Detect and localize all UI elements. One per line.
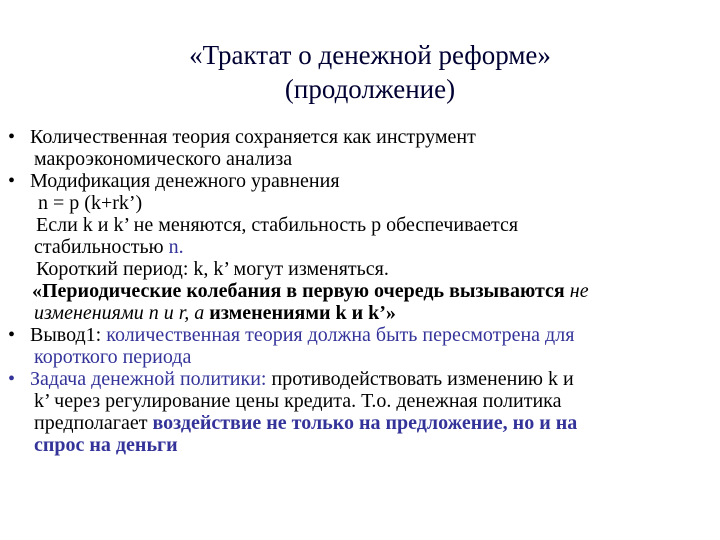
bullet-1-text: Количественная теория сохраняется как инструмент (30, 126, 476, 148)
bullet-4-line-4 (8, 435, 708, 457)
policy-emphasis: воздействие не только на предложение, но и на (152, 412, 578, 434)
quote-line-2 (8, 303, 708, 325)
bullet-1-text-cont: макроэкономического анализа (34, 148, 293, 170)
quote-text: «Периодические колебания в первую очередь вызываются (32, 280, 565, 302)
slide-title (60, 38, 680, 106)
policy-emphasis-cont: спрос на деньги (34, 434, 178, 456)
conclusion-text: количественная теория должна быть пересмотрена для (106, 324, 575, 346)
policy-implies: предполагает (34, 412, 153, 434)
stability-line-1 (8, 215, 708, 237)
stability-text-cont: стабильностью (34, 236, 169, 258)
bullet-4-line-2 (8, 391, 708, 413)
equation-line (8, 193, 708, 215)
short-period-text: Короткий период: k, k’ могут изменяться. (36, 258, 389, 280)
policy-text-cont: k’ через регулирование цены кредита. Т.о. денежная политика (34, 390, 562, 412)
bullet-2-text: Модификация денежного уравнения (30, 170, 340, 192)
policy-label: Задача денежной политики: (30, 368, 267, 390)
title-line-2: (продолжение) (284, 74, 456, 104)
quote-italic: изменениями n и r, а (34, 302, 205, 324)
stability-text: Если k и k’ не меняются, стабильность p обеспечивается (36, 214, 519, 236)
stability-line-2 (8, 237, 708, 259)
equation: n = p (k+rk’) (38, 192, 143, 214)
bullet-dot: • (8, 170, 16, 192)
bullet-dot: • (8, 324, 16, 346)
bullet-4-line-1 (8, 369, 708, 391)
short-period-line (8, 259, 708, 281)
bullet-dot: • (8, 368, 16, 390)
policy-text: противодействовать изменению k и (266, 368, 574, 390)
slide-body (8, 127, 708, 457)
bullet-2-line-1 (8, 171, 708, 193)
conclusion-text-cont: короткого периода (34, 346, 192, 368)
bullet-3-line-1 (8, 325, 708, 347)
title-line-1: «Трактат о денежной реформе» (189, 40, 551, 70)
bullet-dot: • (8, 126, 16, 148)
quote-line-1 (8, 281, 708, 303)
bullet-1-line-2 (8, 149, 708, 171)
bullet-4-line-3 (8, 413, 708, 435)
stability-n: n. (168, 236, 184, 258)
quote-bold-end: изменениями k и k’» (204, 302, 396, 324)
conclusion-label: Вывод1: (30, 324, 107, 346)
quote-ne: не (564, 280, 589, 302)
bullet-3-line-2 (8, 347, 708, 369)
bullet-1-line-1 (8, 127, 708, 149)
